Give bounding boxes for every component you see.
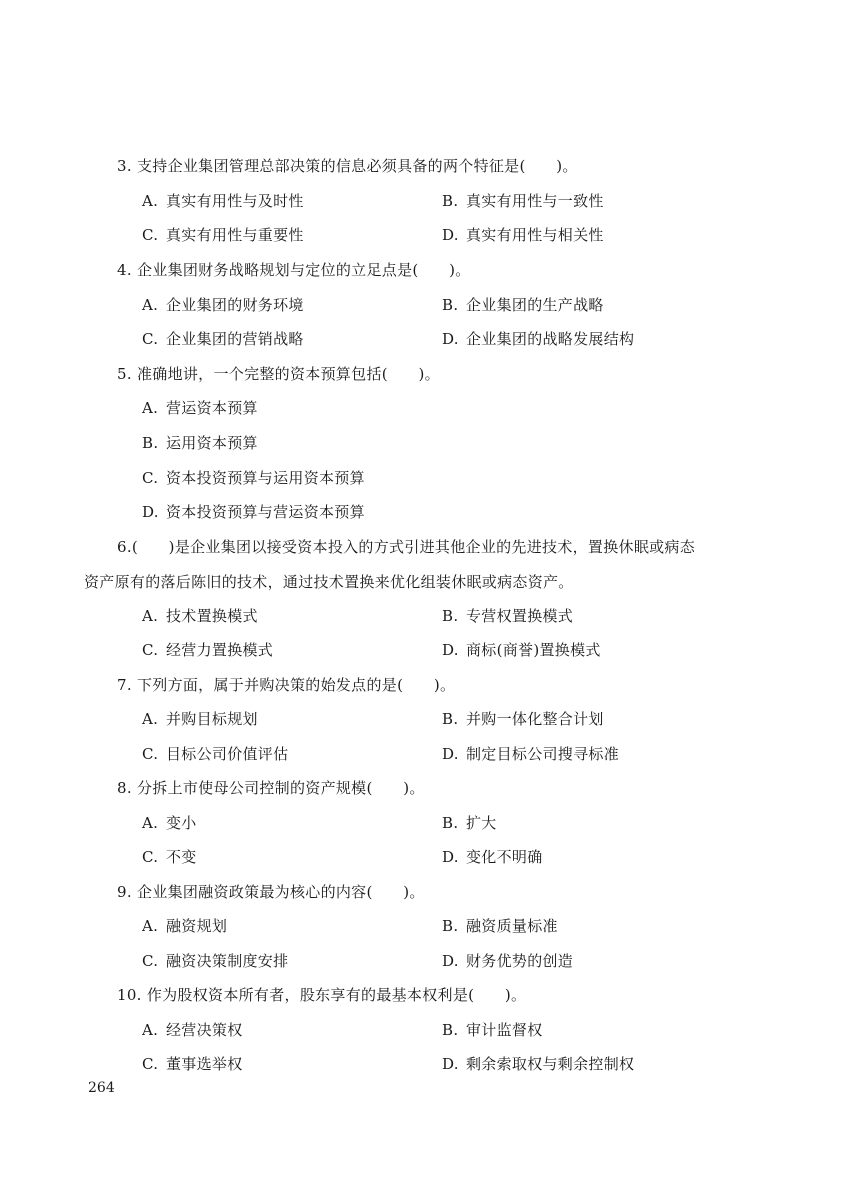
question-9-option-b: B. 融资质量标准 — [442, 917, 558, 935]
question-6-stem — [84, 537, 764, 592]
page-number: 264 — [88, 1080, 115, 1096]
question-6-stem-line-2: 资产原有的落后陈旧的技术，通过技术置换来优化组装休眠或病态资产。 — [84, 573, 574, 591]
question-6-option-b: B. 专营权置换模式 — [442, 607, 574, 625]
question-8-option-c: C. 不变 — [142, 848, 197, 866]
question-4-option-c: C. 企业集团的营销战略 — [142, 330, 304, 348]
question-5-option-b: B. 运用资本预算 — [142, 434, 258, 452]
question-5-stem: 5. 准确地讲，一个完整的资本预算包括( )。 — [117, 365, 440, 383]
question-9-stem: 9. 企业集团融资政策最为核心的内容( )。 — [117, 883, 425, 901]
question-10-option-d: D. 剩余索取权与剩余控制权 — [442, 1055, 635, 1073]
question-7-option-a: A. 并购目标规划 — [142, 710, 258, 728]
question-8-stem: 8. 分拆上市使母公司控制的资产规模( )。 — [117, 779, 425, 797]
question-8-option-b: B. 扩大 — [442, 814, 497, 832]
question-9-option-c: C. 融资决策制度安排 — [142, 952, 289, 970]
question-4-option-b: B. 企业集团的生产战略 — [442, 296, 604, 314]
question-3-option-a: A. 真实有用性与及时性 — [142, 192, 304, 210]
question-6-stem-line-1: 6.( )是企业集团以接受资本投入的方式引进其他企业的先进技术，置换休眠或病态 — [117, 538, 696, 556]
question-3-stem: 3. 支持企业集团管理总部决策的信息必须具备的两个特征是( )。 — [117, 157, 578, 175]
question-4-option-d: D. 企业集团的战略发展结构 — [442, 330, 635, 348]
question-5-option-a: A. 营运资本预算 — [142, 399, 258, 417]
question-9-option-d: D. 财务优势的创造 — [442, 952, 574, 970]
question-10-option-c: C. 董事选举权 — [142, 1055, 243, 1073]
question-8-option-d: D. 变化不明确 — [442, 848, 543, 866]
question-3-option-b: B. 真实有用性与一致性 — [442, 192, 604, 210]
question-10-option-b: B. 审计监督权 — [442, 1021, 543, 1039]
question-7-option-b: B. 并购一体化整合计划 — [442, 710, 604, 728]
question-9-option-a: A. 融资规划 — [142, 917, 228, 935]
question-3-option-c: C. 真实有用性与重要性 — [142, 226, 304, 244]
question-4-stem: 4. 企业集团财务战略规划与定位的立足点是( )。 — [117, 261, 471, 279]
question-7-option-d: D. 制定目标公司搜寻标准 — [442, 745, 620, 763]
question-5-option-c: C. 资本投资预算与运用资本预算 — [142, 469, 365, 487]
question-7-option-c: C. 目标公司价值评估 — [142, 745, 289, 763]
question-8-option-a: A. 变小 — [142, 814, 197, 832]
question-7-stem: 7. 下列方面，属于并购决策的始发点的是( )。 — [117, 676, 456, 694]
question-10-stem: 10. 作为股权资本所有者，股东享有的最基本权利是( )。 — [117, 986, 527, 1004]
question-10-option-a: A. 经营决策权 — [142, 1021, 243, 1039]
question-6-option-c: C. 经营力置换模式 — [142, 641, 274, 659]
question-5-option-d: D. 资本投资预算与营运资本预算 — [142, 503, 365, 521]
question-6-option-a: A. 技术置换模式 — [142, 607, 258, 625]
question-3-option-d: D. 真实有用性与相关性 — [442, 226, 604, 244]
question-6-option-d: D. 商标(商誉)置换模式 — [442, 641, 601, 659]
question-4-option-a: A. 企业集团的财务环境 — [142, 296, 304, 314]
